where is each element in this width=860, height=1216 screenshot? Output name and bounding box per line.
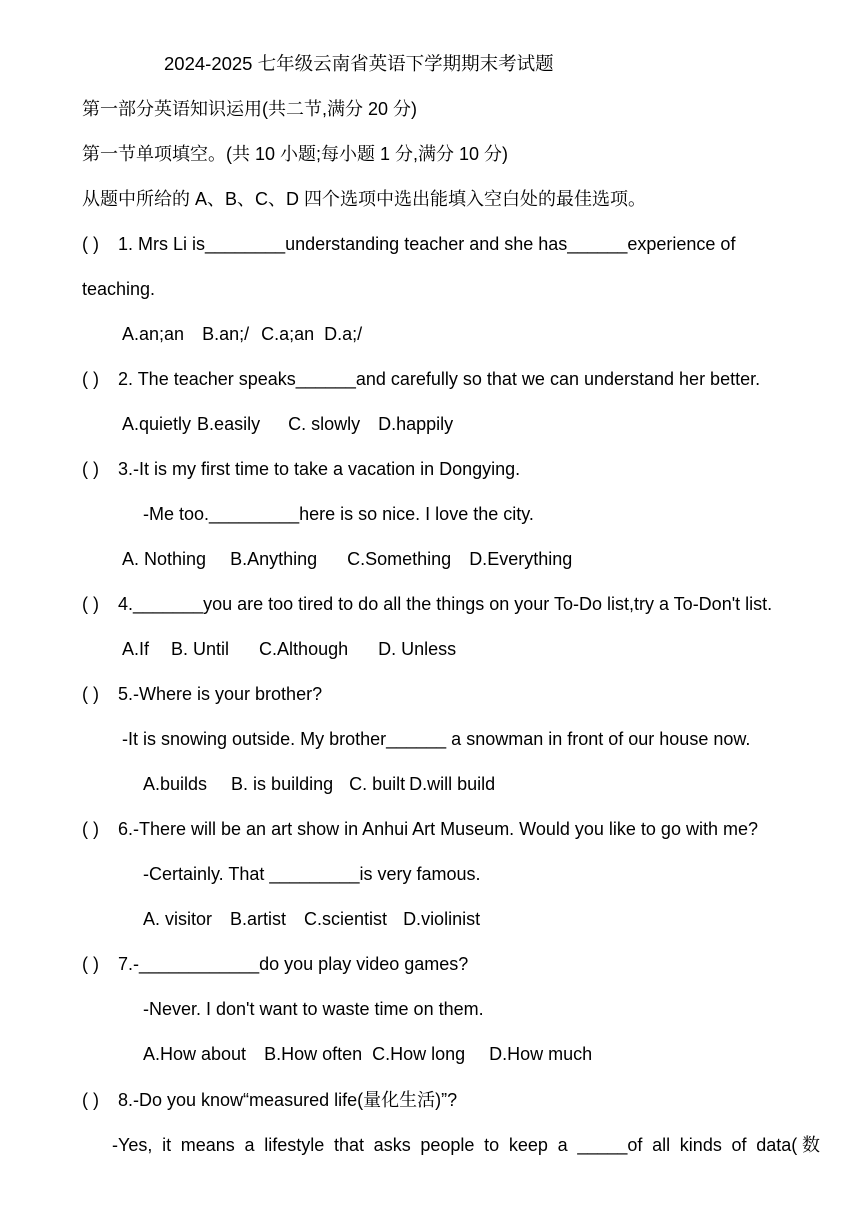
option-b: B.How often xyxy=(264,1044,363,1064)
question-stem: 4._______you are too tired to do all the things on your To-Do list,try a To-Don't list. xyxy=(118,594,773,614)
option-a: A. visitor xyxy=(143,909,213,929)
question-6-options xyxy=(143,905,480,933)
question-2-options xyxy=(122,410,453,438)
option-b: B.an;/ xyxy=(202,324,250,344)
question-5-options xyxy=(143,770,495,798)
part-heading: 第一部分英语知识运用(共二节,满分 20 分) xyxy=(82,99,418,119)
option-d: D.How much xyxy=(489,1044,593,1064)
question-7 xyxy=(82,950,468,978)
question-3 xyxy=(82,455,520,483)
option-d: D. Unless xyxy=(378,639,457,659)
question-1 xyxy=(82,230,735,258)
question-8-reply: -Yes, it means a lifestyle that asks people to keep a _____of all kinds of data(数 xyxy=(112,1135,820,1155)
answer-paren: ( ) xyxy=(82,684,99,704)
question-stem: 6.-There will be an art show in Anhui Art Museum. Would you like to go with me? xyxy=(118,819,758,839)
question-4-options xyxy=(122,635,456,663)
question-stem: 1. Mrs Li is________understanding teacher and she has______experience of xyxy=(118,234,736,254)
option-d: D.will build xyxy=(409,774,496,794)
option-d: D.happily xyxy=(378,414,454,434)
option-b: B. Until xyxy=(171,639,230,659)
option-a: A.How about xyxy=(143,1044,247,1064)
option-a: A. Nothing xyxy=(122,549,207,569)
question-1-options xyxy=(122,320,362,348)
question-stem: 2. The teacher speaks______and carefully so that we can understand her better. xyxy=(118,369,761,389)
question-2 xyxy=(82,365,760,393)
option-a: A.If xyxy=(122,639,150,659)
question-4 xyxy=(82,590,772,618)
option-d: D.violinist xyxy=(403,909,481,929)
section-heading: 第一节单项填空。(共 10 小题;每小题 1 分,满分 10 分) xyxy=(82,144,509,164)
answer-paren: ( ) xyxy=(82,954,99,974)
question-stem: 5.-Where is your brother? xyxy=(118,684,323,704)
question-stem: 8.-Do you know“measured life(量化生活)”? xyxy=(118,1090,458,1110)
question-5 xyxy=(82,680,322,708)
option-a: A.builds xyxy=(143,774,208,794)
question-3-options xyxy=(122,545,572,573)
option-c: C. built xyxy=(349,774,406,794)
option-c: C.How long xyxy=(372,1044,466,1064)
question-7-options xyxy=(143,1040,592,1068)
instruction: 从题中所给的 A、B、C、D 四个选项中选出能填入空白处的最佳选项。 xyxy=(82,189,647,209)
option-a: A.quietly xyxy=(122,414,192,434)
option-d: D.Everything xyxy=(469,549,573,569)
question-stem: 7.-____________do you play video games? xyxy=(118,954,469,974)
question-7-reply: -Never. I don't want to waste time on them. xyxy=(143,999,484,1019)
question-6 xyxy=(82,815,758,843)
option-c: C.a;an xyxy=(261,324,315,344)
option-b: B.artist xyxy=(230,909,287,929)
answer-paren: ( ) xyxy=(82,594,99,614)
question-3-reply: -Me too._________here is so nice. I love the city. xyxy=(143,504,534,524)
question-6-reply: -Certainly. That _________is very famous. xyxy=(143,864,481,884)
question-8 xyxy=(82,1086,457,1114)
page-title: 2024-2025 七年级云南省英语下学期期末考试题 xyxy=(164,53,554,74)
question-stem: 3.-It is my first time to take a vacation in Dongying. xyxy=(118,459,521,479)
answer-paren: ( ) xyxy=(82,1090,99,1110)
option-d: D.a;/ xyxy=(324,324,363,344)
answer-paren: ( ) xyxy=(82,369,99,389)
answer-paren: ( ) xyxy=(82,819,99,839)
option-b: B.Anything xyxy=(230,549,318,569)
option-c: C. slowly xyxy=(288,414,361,434)
option-c: C.scientist xyxy=(304,909,388,929)
option-c: C.Although xyxy=(259,639,349,659)
option-b: B.easily xyxy=(197,414,261,434)
answer-paren: ( ) xyxy=(82,459,99,479)
question-1-continued: teaching. xyxy=(82,279,156,299)
question-5-reply: -It is snowing outside. My brother______ a snowman in front of our house now. xyxy=(122,729,751,749)
option-b: B. is building xyxy=(231,774,334,794)
option-c: C.Something xyxy=(347,549,452,569)
option-a: A.an;an xyxy=(122,324,185,344)
answer-paren: ( ) xyxy=(82,234,99,254)
